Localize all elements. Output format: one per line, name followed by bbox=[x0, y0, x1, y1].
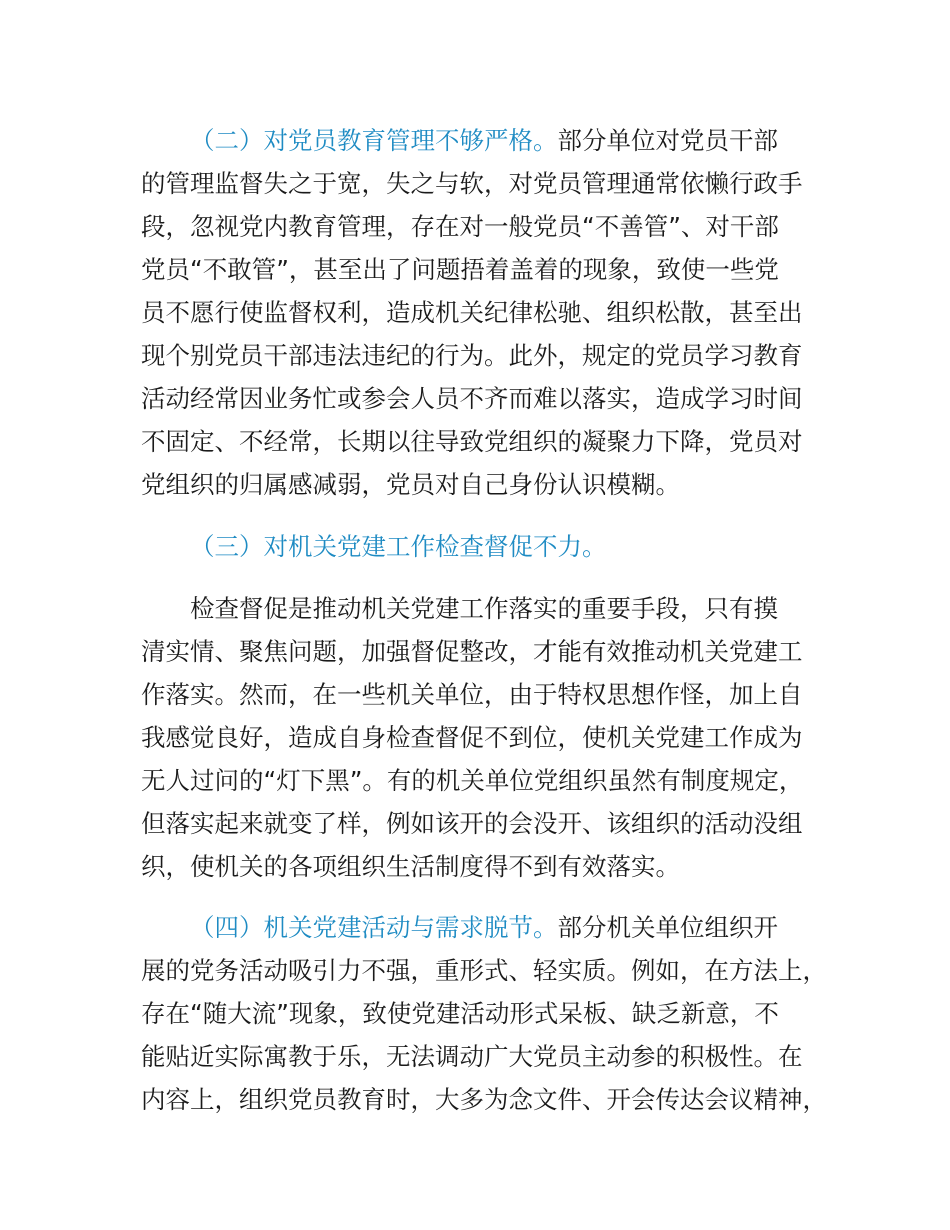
section-4-line-2: 存在“随大流”现象，致使党建活动形式呆板、缺乏新意，不 bbox=[141, 999, 779, 1028]
section-3-heading: （三）对机关党建工作检查督促不力。 bbox=[190, 532, 607, 561]
section-4-line-3: 能贴近实际寓教于乐，无法调动广大党员主动参的积极性。在 bbox=[141, 1042, 803, 1071]
section-2-line-7: 不固定、不经常，长期以往导致党组织的凝聚力下降，党员对 bbox=[141, 427, 803, 456]
section-3-line-6: 织，使机关的各项组织生活制度得不到有效落实。 bbox=[141, 852, 680, 881]
section-2-first-line bbox=[190, 124, 778, 158]
section-2-line-4: 员不愿行使监督权利，造成机关纪律松驰、组织松散，甚至出 bbox=[141, 298, 803, 327]
section-4-first-line bbox=[190, 911, 778, 945]
section-4-line-0: 部分机关单位组织开 bbox=[557, 913, 778, 942]
section-3-line-5: 但落实起来就变了样，例如该开的会没开、该组织的活动没组 bbox=[141, 809, 803, 838]
section-2-line-6: 活动经常因业务忙或参会人员不齐而难以落实，造成学习时间 bbox=[141, 384, 803, 413]
section-2-line-8: 党组织的归属感减弱，党员对自己身份认识模糊。 bbox=[141, 470, 680, 499]
section-3-line-2: 作落实。然而，在一些机关单位，由于特权思想作怪，加上自 bbox=[141, 680, 803, 709]
section-2-line-0: 部分单位对党员干部 bbox=[557, 126, 778, 155]
section-4-heading: （四）机关党建活动与需求脱节。 bbox=[190, 913, 558, 942]
section-3-line-1: 清实情、聚焦问题，加强督促整改，才能有效推动机关党建工 bbox=[141, 637, 803, 666]
section-3-line-0: 检查督促是推动机关党建工作落实的重要手段，只有摸 bbox=[190, 594, 778, 623]
section-2-line-1: 的管理监督失之于宽，失之与软，对党员管理通常依懒行政手 bbox=[141, 169, 803, 198]
section-2-line-3: 党员“不敢管”，甚至出了问题捂着盖着的现象，致使一些党 bbox=[141, 255, 779, 284]
section-4-line-1: 展的党务活动吸引力不强，重形式、轻实质。例如，在方法上， bbox=[141, 956, 827, 985]
section-3-line-4: 无人过问的“灯下黑”。有的机关单位党组织虽然有制度规定， bbox=[141, 766, 804, 795]
section-2-line-5: 现个别党员干部违法违纪的行为。此外，规定的党员学习教育 bbox=[141, 341, 803, 370]
section-2-line-2: 段，忽视党内教育管理，存在对一般党员“不善管”、对干部 bbox=[141, 212, 779, 241]
section-3-line-3: 我感觉良好，造成自身检查督促不到位，使机关党建工作成为 bbox=[141, 723, 803, 752]
section-4-line-4: 内容上，组织党员教育时，大多为念文件、开会传达会议精神， bbox=[141, 1085, 827, 1114]
section-2-heading: （二）对党员教育管理不够严格。 bbox=[190, 126, 558, 155]
